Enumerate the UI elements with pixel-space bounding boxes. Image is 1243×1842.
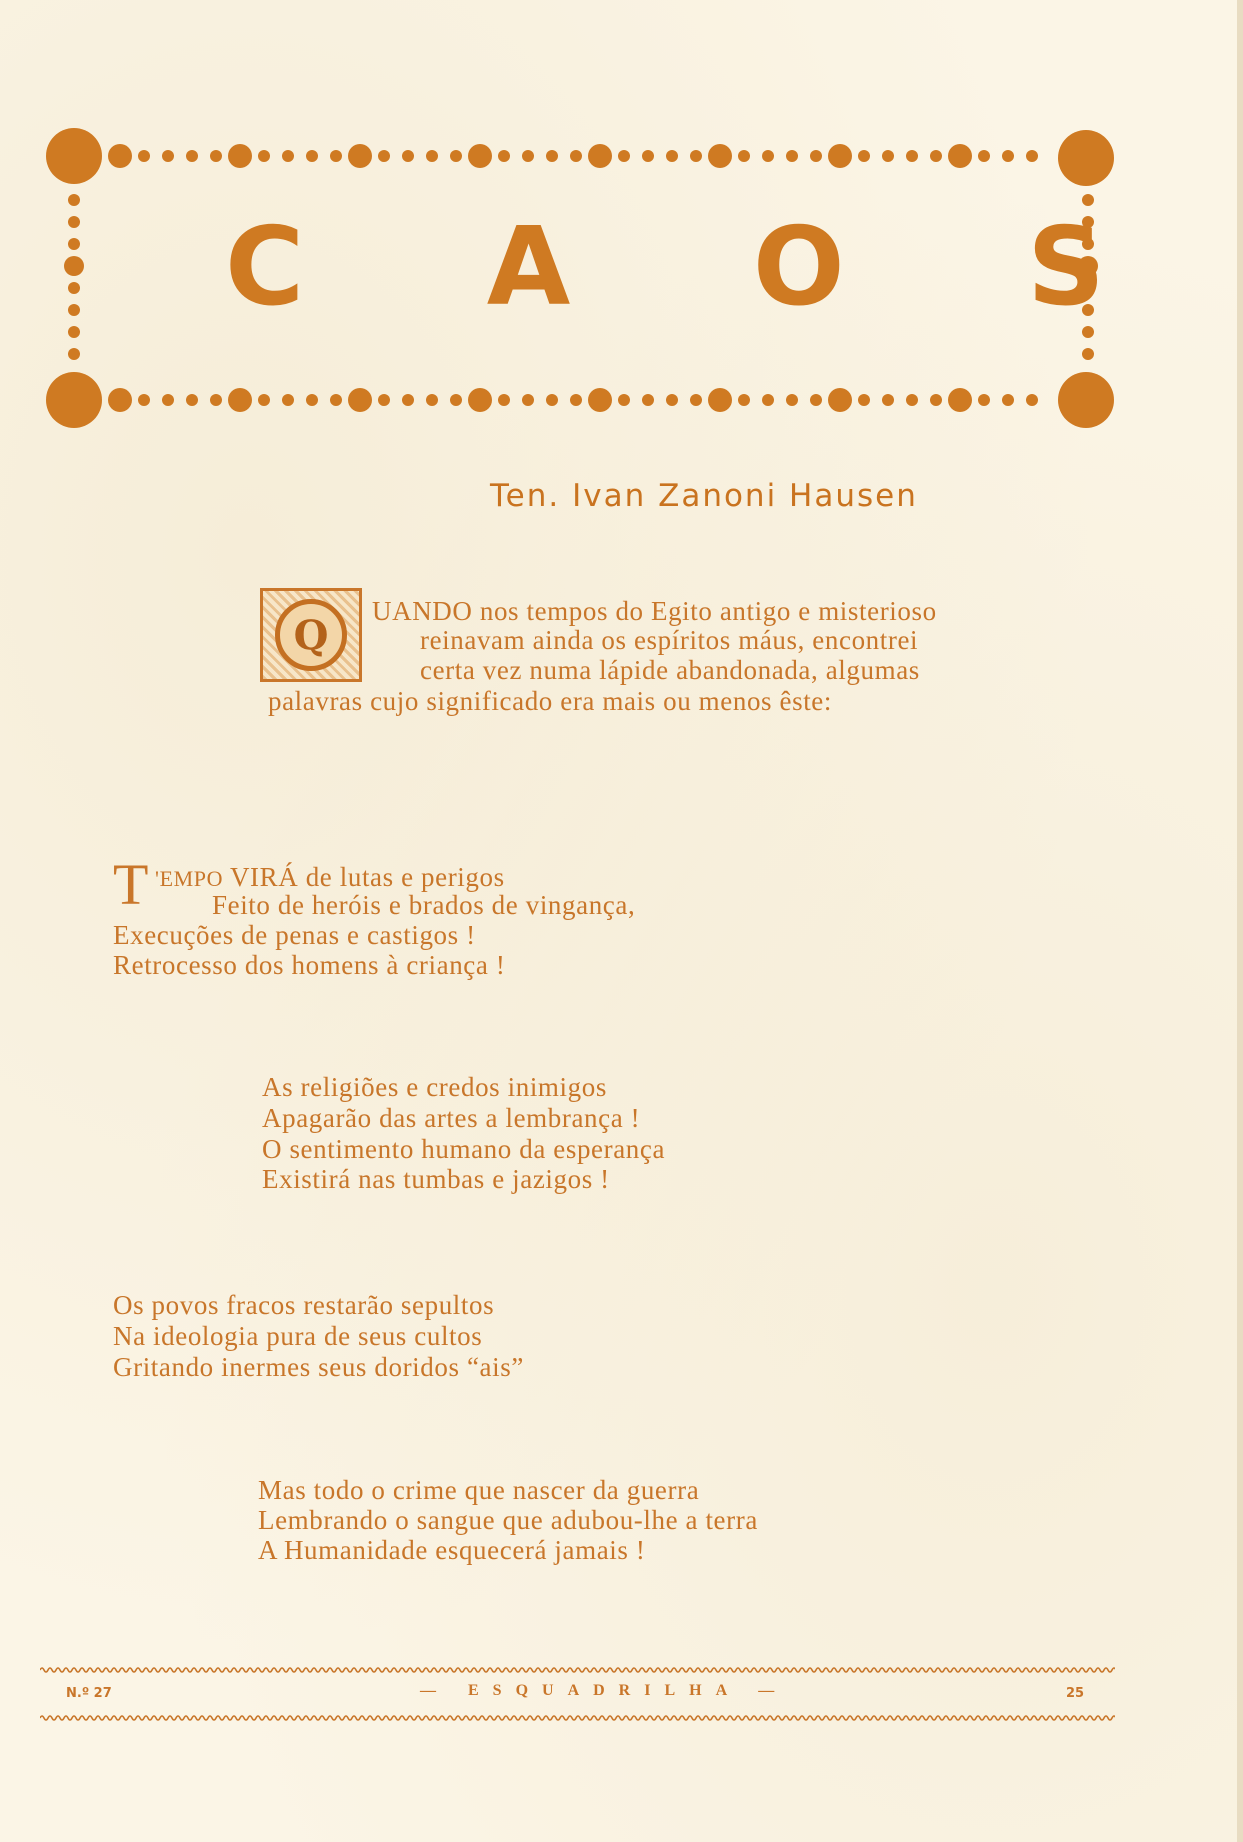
frame-dot <box>228 388 252 412</box>
frame-dot <box>858 150 870 162</box>
frame-dot <box>666 150 678 162</box>
frame-dot <box>786 150 798 162</box>
poem-line: Feito de heróis e brados de vingança, <box>212 890 636 920</box>
dropcap-letter: Q <box>275 599 347 671</box>
frame-dot <box>186 394 198 406</box>
frame-dot <box>450 394 462 406</box>
frame-dot <box>810 150 822 162</box>
frame-dot <box>138 394 150 406</box>
frame-dot <box>330 394 342 406</box>
frame-dot <box>68 238 80 250</box>
dropcap-ornament <box>260 588 362 682</box>
frame-dot <box>978 150 990 162</box>
poem-word: 'EMPO <box>155 866 224 891</box>
frame-dot <box>348 144 372 168</box>
title-letter: S <box>1027 205 1105 330</box>
footer-wavy-rule <box>40 1712 1115 1724</box>
frame-dot <box>588 388 612 412</box>
frame-dot <box>882 150 894 162</box>
frame-dot <box>618 150 630 162</box>
frame-dot <box>450 150 462 162</box>
frame-dot <box>162 150 174 162</box>
poem-line: Gritando inermes seus doridos “ais” <box>113 1352 524 1382</box>
frame-dot <box>546 150 558 162</box>
frame-dot <box>64 256 84 276</box>
magazine-title: — ESQUADRILHA — <box>420 1682 789 1699</box>
frame-dot <box>426 394 438 406</box>
frame-dot <box>162 394 174 406</box>
frame-dot <box>948 388 972 412</box>
frame-dot <box>210 394 222 406</box>
frame-dot <box>402 150 414 162</box>
frame-dot <box>642 394 654 406</box>
poem-line: Execuções de penas e castigos ! <box>113 920 476 950</box>
frame-dot <box>282 394 294 406</box>
frame-dot <box>930 394 942 406</box>
poem-line: Existirá nas tumbas e jazigos ! <box>262 1164 610 1194</box>
frame-dot <box>68 216 80 228</box>
poem-line: Os povos fracos restarão sepultos <box>113 1290 495 1320</box>
frame-dot <box>522 394 534 406</box>
frame-dot <box>228 144 252 168</box>
frame-dot <box>258 150 270 162</box>
poem-line: Na ideologia pura de seus cultos <box>113 1321 483 1351</box>
frame-dot <box>68 282 80 294</box>
frame-dot <box>708 388 732 412</box>
title-letter: C <box>225 205 305 330</box>
page-edge <box>1237 0 1243 1842</box>
frame-dot <box>258 394 270 406</box>
frame-dot <box>68 348 80 360</box>
issue-number: N.º 27 <box>66 1686 112 1701</box>
frame-dot <box>108 388 132 412</box>
frame-dot <box>546 394 558 406</box>
intro-line: certa vez numa lápide abandonada, algumas <box>420 655 920 685</box>
title-letter: A <box>486 205 571 330</box>
frame-dot <box>498 394 510 406</box>
frame-dot <box>1026 394 1038 406</box>
frame-dot <box>858 394 870 406</box>
frame-dot <box>68 194 80 206</box>
frame-dot <box>46 128 102 184</box>
frame-dot <box>810 394 822 406</box>
frame-dot <box>378 394 390 406</box>
wavy-line <box>40 1668 1115 1672</box>
poem-line: Mas todo o crime que nascer da guerra <box>258 1475 700 1505</box>
frame-dot <box>618 394 630 406</box>
frame-dot <box>762 150 774 162</box>
frame-dot <box>1002 150 1014 162</box>
frame-dot <box>138 150 150 162</box>
frame-dot <box>828 144 852 168</box>
frame-dot <box>68 326 80 338</box>
frame-dot <box>786 394 798 406</box>
frame-dot <box>690 150 702 162</box>
frame-dot <box>762 394 774 406</box>
title-letter: O <box>752 205 845 330</box>
frame-dot <box>46 372 102 428</box>
author-byline: Ten. Ivan Zanoni Hausen <box>490 478 918 514</box>
frame-dot <box>468 388 492 412</box>
frame-dot <box>828 388 852 412</box>
frame-dot <box>68 304 80 316</box>
poem-line: Apagarão das artes a lembrança ! <box>262 1103 641 1133</box>
frame-dot <box>948 144 972 168</box>
poem-line: Retrocesso dos homens à criança ! <box>113 950 506 980</box>
frame-dot <box>708 144 732 168</box>
frame-dot <box>906 394 918 406</box>
frame-dot <box>588 144 612 168</box>
frame-dot <box>570 394 582 406</box>
frame-dot <box>930 150 942 162</box>
poem-line <box>155 862 505 893</box>
frame-dot <box>306 150 318 162</box>
frame-dot <box>1082 348 1094 360</box>
frame-dot <box>690 394 702 406</box>
frame-dot <box>402 394 414 406</box>
frame-dot <box>738 150 750 162</box>
frame-dot <box>210 150 222 162</box>
frame-dot <box>498 150 510 162</box>
frame-dot <box>1058 372 1114 428</box>
page-title <box>225 205 1105 330</box>
frame-dot <box>642 150 654 162</box>
frame-dot <box>186 150 198 162</box>
frame-dot <box>348 388 372 412</box>
frame-dot <box>330 150 342 162</box>
footer-wavy-rule <box>40 1664 1115 1676</box>
frame-dot <box>978 394 990 406</box>
page-number: 25 <box>1066 1686 1085 1701</box>
frame-dot <box>882 394 894 406</box>
poem-text: VIRÁ de lutas e perigos <box>223 862 505 892</box>
frame-dot <box>1058 130 1114 186</box>
frame-dot <box>468 144 492 168</box>
frame-dot <box>108 144 132 168</box>
frame-dot <box>1002 394 1014 406</box>
poem-line: As religiões e credos inimigos <box>262 1072 607 1102</box>
wavy-line <box>40 1716 1115 1720</box>
frame-dot <box>522 150 534 162</box>
frame-dot <box>906 150 918 162</box>
poem-line: A Humanidade esquecerá jamais ! <box>258 1535 646 1565</box>
frame-dot <box>378 150 390 162</box>
frame-dot <box>738 394 750 406</box>
frame-dot <box>1026 150 1038 162</box>
poem-line: Lembrando o sangue que adubou-lhe a terra <box>258 1505 758 1535</box>
frame-dot <box>666 394 678 406</box>
frame-dot <box>570 150 582 162</box>
intro-line: reinavam ainda os espíritos máus, encontrei <box>420 625 919 655</box>
intro-line: UANDO nos tempos do Egito antigo e misterioso <box>372 596 937 626</box>
frame-dot <box>282 150 294 162</box>
stanza-initial: T <box>113 852 149 917</box>
poem-line: O sentimento humano da esperança <box>262 1134 666 1164</box>
frame-dot <box>306 394 318 406</box>
frame-dot <box>426 150 438 162</box>
intro-line: palavras cujo significado era mais ou menos êste: <box>268 686 832 716</box>
